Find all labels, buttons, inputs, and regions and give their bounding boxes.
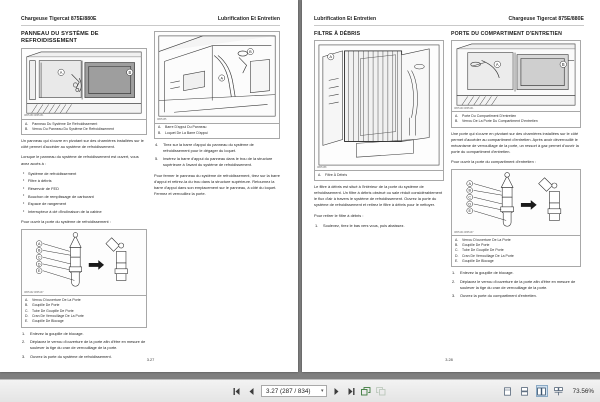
access-list — [21, 171, 147, 215]
svg-text:B: B — [249, 49, 252, 54]
legend-text: Goupille De Porte — [462, 243, 490, 248]
svg-text:B: B — [37, 249, 41, 254]
running-head-left-title: Chargeuse Tigercat 875E/880E — [21, 16, 97, 22]
svg-text:A: A — [59, 69, 63, 75]
legend-text: Cran De Verrouillage De La Porte — [32, 314, 84, 319]
viewer-toolbar — [0, 379, 600, 402]
legend-item — [455, 119, 577, 124]
step-number: 1. — [452, 270, 456, 276]
svg-text:B: B — [128, 69, 132, 75]
svg-text:D: D — [468, 202, 472, 207]
figure-debris-filter — [314, 40, 444, 181]
right-page-column-2 — [451, 31, 581, 361]
svg-text:E: E — [37, 269, 41, 274]
list-item — [21, 339, 147, 351]
figure-door-pin — [21, 229, 147, 327]
svg-text:B: B — [468, 188, 471, 193]
legend-item — [318, 173, 440, 178]
next-page-icon[interactable] — [331, 385, 342, 398]
step-number: 1. — [315, 222, 319, 228]
svg-text:A: A — [220, 76, 224, 81]
paragraph: Pour ouvrir la porte du compartiment d'entretien : — [451, 158, 536, 164]
figure-support-bar — [154, 31, 280, 139]
list-item — [154, 142, 280, 154]
left-page-column-2 — [154, 31, 280, 361]
running-head-left-subject: Lubrification Et Entretien — [217, 16, 280, 22]
next-view-icon[interactable] — [376, 385, 387, 398]
previous-view-icon[interactable] — [361, 385, 372, 398]
legend-item — [25, 127, 143, 132]
figure-service-door-pin — [451, 169, 581, 267]
steps-list — [314, 223, 444, 229]
figure-service-door-pin-image — [451, 169, 581, 236]
step-text: Soulevez, tirez le bas vers vous, puis abaissez. — [323, 222, 405, 228]
section-title-cooling-panel: PANNEAU DU SYSTÈME DE REFROIDISSEMENT — [21, 30, 99, 44]
legend-text: Filtre À Débris — [325, 172, 348, 177]
legend-text: Barre D'appui Du Panneau — [165, 125, 207, 130]
list-item — [314, 223, 444, 229]
page-input[interactable] — [266, 388, 318, 395]
legend-text: Panneau Du Système De Refroidissement — [32, 121, 98, 126]
figure-cooling-panel-image — [21, 48, 147, 120]
left-page-column-1 — [21, 31, 147, 361]
paragraph: Le filtre à débris est situé à l'intérieur de la porte du système de refroidissement. Un filtre à débris obstrué ou sale réduit considérablement le flux d'air à travers le système de refroidissement. Ouvrez la porte du système de refroidissement et retirez le filtre à débris pour le nettoyer. — [314, 184, 443, 208]
page-number-left: 3.27 — [146, 357, 155, 362]
view-mode-continuous-page[interactable] — [519, 385, 531, 397]
legend-item — [455, 259, 577, 264]
document-page-right[interactable] — [302, 0, 600, 372]
list-item — [451, 279, 581, 291]
zoom-level-label[interactable]: 73.56% — [572, 387, 594, 395]
figure-support-bar-legend — [154, 124, 280, 139]
paragraph: Un panneau qui s'ouvre en pivotant sur des charnières installées sur le côté permet d'accéder au système de refroidissement. — [21, 138, 144, 150]
navigation-controls — [231, 385, 387, 398]
svg-text:C: C — [37, 255, 41, 260]
figure-cooling-panel — [21, 48, 147, 135]
legend-item — [25, 319, 143, 324]
running-head-right-title: Chargeuse Tigercat 875E/880E — [508, 16, 584, 22]
legend-key: A. — [25, 298, 29, 303]
legend-text: Verrou D'ouverture De La Porte — [32, 298, 81, 303]
first-page-icon[interactable] — [231, 385, 242, 398]
running-head-left — [21, 16, 280, 26]
section-title-debris-filter: FILTRE À DÉBRIS — [314, 30, 361, 37]
steps-list — [451, 270, 581, 299]
figure-service-door-pin-legend — [451, 236, 581, 267]
page-number-right: 3.28 — [445, 357, 453, 362]
step-number: 2. — [452, 278, 456, 284]
view-mode-single-page[interactable] — [502, 385, 514, 397]
legend-text: Verrou De La Porte Du Compartiment D'entretien — [462, 119, 538, 124]
figure-door-pin-image — [21, 229, 147, 296]
figure-debris-filter-legend — [314, 171, 444, 181]
svg-text:B: B — [561, 62, 565, 68]
legend-text: Tube De Goupille De Porte — [462, 248, 504, 253]
list-item — [21, 354, 147, 360]
svg-text:A: A — [468, 182, 471, 187]
figure-code: 0865164 0865167 — [454, 230, 474, 234]
step-number: 2. — [22, 339, 26, 345]
figure-code: 0865150 0865151 — [24, 114, 44, 118]
svg-text:E: E — [468, 209, 471, 214]
svg-text:A: A — [495, 62, 499, 68]
legend-text: Goupille De Porte — [32, 303, 60, 308]
list-item: • Espace de rangement — [21, 201, 147, 207]
list-item — [451, 293, 581, 299]
figure-debris-filter-image — [314, 40, 444, 171]
svg-text:A: A — [37, 242, 41, 247]
legend-text: Tube De Goupille De Porte — [32, 308, 74, 313]
list-item: • Bouchon de remplissage de carburant — [21, 194, 147, 200]
step-text: Ouvrez la porte du système de refroidissement. — [30, 353, 112, 359]
legend-text: Porte Du Compartiment D'entretien — [462, 113, 517, 118]
step-text: Enlevez la goupille de blocage. — [460, 270, 514, 276]
legend-key: A. — [25, 121, 29, 126]
step-text: Enlevez la goupille de blocage. — [30, 330, 84, 336]
legend-text: Loquet De La Barre D'appui — [165, 130, 209, 135]
list-item — [154, 156, 280, 168]
section-title-service-door: PORTE DU COMPARTIMENT D'ENTRETIEN — [451, 30, 562, 37]
step-text: Ouvrez la porte du compartiment d'entretien. — [460, 293, 537, 299]
figure-code: 0865155 — [157, 117, 167, 121]
steps-list — [154, 142, 280, 169]
figure-service-door — [451, 40, 581, 127]
figure-door-pin-legend — [21, 296, 147, 327]
step-number: 4. — [155, 141, 159, 147]
list-item: • Interrupteur à clé d'inclinaison de la cabine — [21, 209, 147, 215]
paragraph: Pour ouvrir la porte du système de refroidissement : — [21, 219, 111, 225]
figure-code: 0865158 — [317, 165, 327, 169]
step-text: Déplacez le verrou d'ouverture de la porte afin d'être en mesure de soulever la tige du cran de verrouillage de la porte. — [30, 339, 146, 351]
legend-key: A. — [158, 125, 162, 130]
svg-text:D: D — [37, 262, 41, 267]
figure-service-door-image — [451, 40, 581, 112]
running-head-right-subject: Lubrification Et Entretien — [314, 16, 377, 22]
figure-code: 0865162 0865167 — [24, 290, 44, 294]
right-page-column-1 — [314, 31, 444, 361]
legend-text: Goupille De Blocage — [32, 319, 64, 324]
step-number: 1. — [22, 330, 26, 336]
legend-text: Goupille De Blocage — [462, 259, 494, 264]
last-page-icon[interactable] — [346, 385, 357, 398]
list-item — [451, 270, 581, 276]
step-number: 3. — [22, 353, 26, 359]
chevron-down-icon[interactable]: ▾ — [321, 387, 324, 394]
paragraph: Pour retirer le filtre à débris : — [314, 212, 364, 218]
list-item: • Filtre à débris — [21, 178, 147, 184]
figure-code: 0865160 0865161 — [454, 106, 474, 110]
legend-text: Verrou Du Panneau Du Système De Refroidissement — [32, 126, 114, 131]
view-mode-two-page-continuous[interactable] — [553, 385, 565, 397]
paragraph: Pour fermer le panneau du système de refroidissement, tirez sur la barre d'appui et retirez-la du trou dans la structure supérieure. Retournez la barre d'appui dans son emplacement sur le panneau, à côté du loquet. Fermez et verrouillez la porte. — [154, 172, 280, 196]
legend-key: B. — [455, 119, 459, 124]
list-item: • Réservoir de FED — [21, 186, 147, 192]
legend-key: A. — [455, 237, 459, 242]
step-number: 5. — [155, 156, 159, 162]
legend-key: B. — [158, 130, 162, 135]
legend-item — [158, 131, 276, 136]
step-text: Insérez la barre d'appui du panneau dans le trou de la structure supérieure à l'avant du système de refroidissement. — [163, 156, 273, 168]
svg-text:C: C — [468, 195, 472, 200]
figure-support-bar-image — [154, 31, 280, 124]
running-head-right — [314, 16, 584, 26]
legend-key: E. — [25, 319, 29, 324]
legend-key: D. — [25, 314, 29, 319]
paragraph: Lorsque le panneau du système de refroidissement est ouvert, vous avez accès à : — [21, 154, 139, 166]
legend-key: B. — [25, 303, 29, 308]
paragraph: Une porte qui s'ouvre en pivotant sur des charnières installées sur le côté permet d'accéder au compartiment d'entretien. Après avoir déverrouillé le mécanisme de verrouillage de la porte, un ressort à gaz permet d'ouvrir la porte du compartiment d'entretien. — [451, 130, 579, 154]
figure-service-door-legend — [451, 112, 581, 127]
view-controls — [502, 385, 594, 397]
document-page-left[interactable] — [0, 0, 298, 372]
list-item: • Système de refroidissement — [21, 171, 147, 177]
legend-text: Verrou D'ouverture De La Porte — [462, 237, 511, 242]
legend-key: A. — [318, 172, 322, 177]
page-number-field[interactable] — [261, 385, 327, 397]
svg-text:A: A — [329, 54, 333, 60]
legend-key: C. — [455, 248, 459, 253]
previous-page-icon[interactable] — [246, 385, 257, 398]
steps-list — [21, 331, 147, 360]
step-number: 3. — [452, 293, 456, 299]
legend-key: B. — [25, 126, 29, 131]
legend-key: E. — [455, 259, 459, 264]
legend-key: B. — [455, 243, 459, 248]
step-text: Tirez sur la barre d'appui du panneau du système de refroidissement pour le dégager du loquet. — [163, 141, 254, 153]
step-text: Déplacez le verrou d'ouverture de la porte afin d'être en mesure de soulever la tige du cran de verrouillage de la porte. — [460, 278, 576, 290]
legend-key: C. — [25, 308, 29, 313]
legend-text: Cran De Verrouillage De La Porte — [462, 253, 514, 258]
legend-key: D. — [455, 253, 459, 258]
legend-key: A. — [455, 113, 459, 118]
list-item — [21, 331, 147, 337]
view-mode-two-page-spread[interactable] — [536, 385, 548, 397]
figure-cooling-panel-legend — [21, 120, 147, 135]
